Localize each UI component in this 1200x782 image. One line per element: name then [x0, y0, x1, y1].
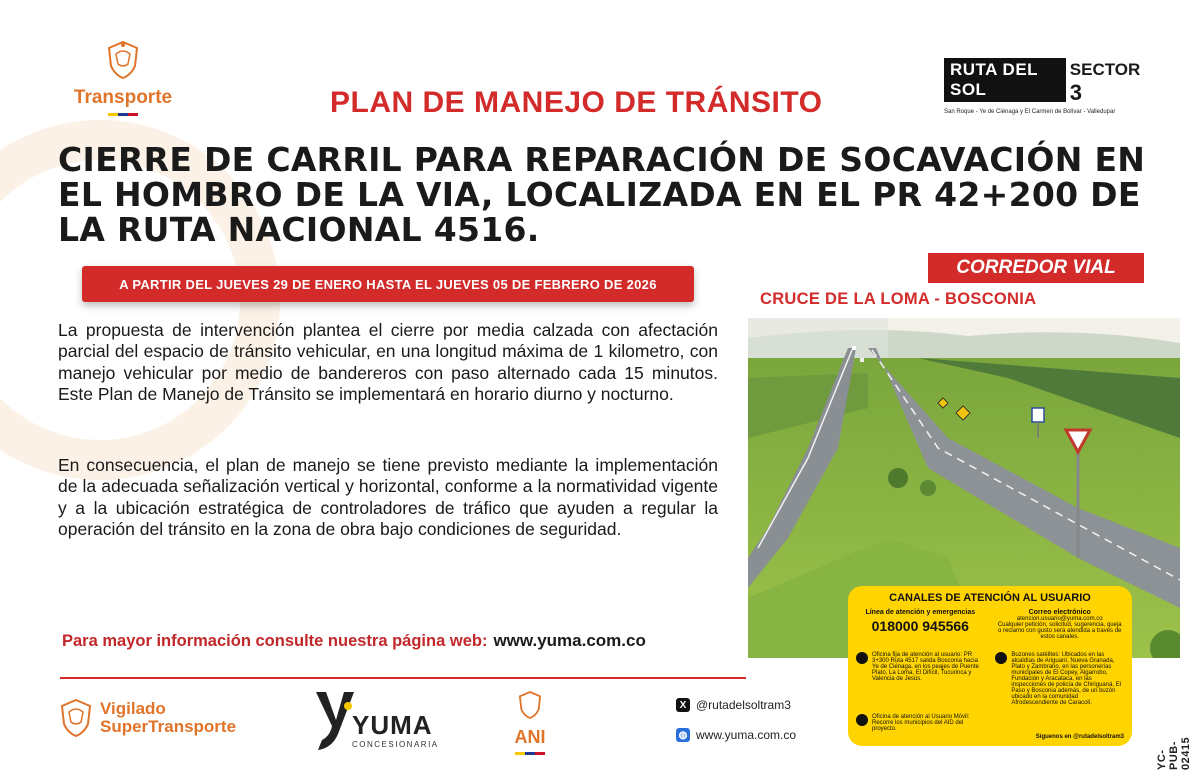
vigilado-line-1: Vigilado: [100, 698, 166, 718]
yuma-word: YUMA: [352, 710, 433, 740]
office-mobile-text: Oficina de atención al Usuario Móvil: Recorre los municipios del AID del proyecto.: [872, 714, 970, 732]
ruta-logo-subtitle: San Roque - Ye de Ciénaga y El Carmen de Bolívar - Valledupar: [944, 109, 1116, 115]
x-icon: X: [676, 698, 690, 712]
user-service-panel: [848, 586, 1132, 746]
page-title: PLAN DE MANEJO DE TRÁNSITO: [330, 86, 823, 119]
ruta-logo-sector: [1070, 60, 1144, 106]
colombia-flag: [515, 752, 545, 755]
email-note: Cualquier petición, solicitud, sugerencia, queja o reclamo con gusto será atendida a través de estos canales.: [997, 622, 1122, 640]
more-info: [62, 631, 646, 651]
ruta-logo-sector-word: SECTOR: [1069, 60, 1141, 79]
more-info-label: Para mayor información consulte nuestra página web:: [62, 632, 488, 650]
van-icon: [856, 714, 868, 726]
house-icon: [856, 652, 868, 664]
yuma-road-icon: [312, 690, 356, 752]
globe-icon: ◍: [676, 728, 690, 742]
corridor-badge: CORREDOR VIAL: [928, 253, 1144, 283]
colombia-flag: [108, 113, 138, 116]
yuma-logo: [312, 690, 442, 752]
office-fixed-text: Oficina fija de atención al usuario: PR 3+300 Ruta 4517 salida Bosconia hacia Ye de Ciénaga, en los peajes de Puente Plato, La Loma, El Difícil, Tucurinca y Valencia de Jesús.: [872, 652, 979, 682]
phone-number[interactable]: 018000 945566: [871, 618, 969, 634]
mailboxes-text: Buzones satélites: Ubicados en las alcaldías de Ariguaní, Nueva Granada, Plato y Zambrano, en las personerías municipales de El Copey, Algarrobo, Fundación y Aracataca, en las inspecciones de policía de Chiriguaná, El Paso y Bosconia además, de un buzón ubicado en la comunidad Afrodescendiente de Caracolí.: [1011, 652, 1122, 706]
yuma-sub: CONCESIONARIA: [352, 740, 439, 749]
follow-label: Síguenos en: [1035, 734, 1072, 740]
body-paragraph-1: La propuesta de intervención plantea el cierre por media calzada con afectación parcial del espacio de tránsito vehicular, en una longitud máxima de 1 kilometro, con manejo vehicular por medio de bandereros con paso alternado cada 15 minutos. Este Plan de Manejo de Tránsito se implementará en horario diurno y nocturno.: [58, 320, 718, 405]
vigilado-line-2: SuperTransporte: [100, 717, 237, 736]
transporte-logo: [58, 40, 188, 116]
ani-logo: [510, 690, 550, 755]
body-paragraph-2: En consecuencia, el plan de manejo se tiene previsto mediante la implementación de la adecuada señalización vertical y horizontal, conforme a la normatividad vigente y a la ubicación estratégica de controladores de tráfico que ayuden a regular la operación del tránsito en la zona de obra bajo condiciones de seguridad.: [58, 455, 718, 540]
social-web-url: www.yuma.com.co: [696, 728, 797, 742]
ruta-logo-sector-number: 3: [1069, 80, 1083, 105]
shield-icon: [105, 40, 141, 80]
shield-icon: [58, 698, 94, 738]
phone-label: Línea de atención y emergencias: [865, 609, 976, 616]
social-x-link[interactable]: [676, 698, 796, 712]
publication-code: YC-PUB-02415: [1156, 736, 1192, 770]
follow-handle[interactable]: @rutadelsoltram3: [1073, 734, 1124, 740]
mail-icon: [995, 652, 1007, 664]
date-banner: A PARTIR DEL JUEVES 29 DE ENERO HASTA EL JUEVES 05 DE FEBRERO DE 2026: [82, 266, 694, 302]
transporte-label: Transporte: [73, 87, 173, 108]
social-x-handle: @rutadelsoltram3: [696, 698, 791, 712]
follow-us: [856, 734, 1124, 740]
vigilado-supertransporte-logo: [58, 698, 236, 738]
corridor-name: CRUCE DE LA LOMA - BOSCONIA: [760, 290, 1037, 308]
ruta-del-sol-logo: [944, 58, 1144, 115]
social-links: [676, 698, 796, 758]
website-link[interactable]: www.yuma.com.co: [493, 631, 646, 650]
canales-title: CANALES DE ATENCIÓN AL USUARIO: [889, 592, 1091, 604]
footer-divider: [60, 677, 746, 679]
ani-label: ANI: [514, 727, 546, 747]
headline: CIERRE DE CARRIL PARA REPARACIÓN DE SOCAVACIÓN EN EL HOMBRO DE LA VIA, LOCALIZADA EN EL PR 42+200 DE LA RUTA NACIONAL 4516.: [58, 140, 1146, 249]
social-web-link[interactable]: [676, 728, 796, 742]
ruta-logo-box: RUTA DEL SOL: [944, 58, 1066, 102]
email-address[interactable]: atencion.usuario@yuma.com.co: [1016, 616, 1103, 622]
email-label: Correo electrónico: [1028, 609, 1091, 616]
shield-icon: [517, 690, 543, 720]
